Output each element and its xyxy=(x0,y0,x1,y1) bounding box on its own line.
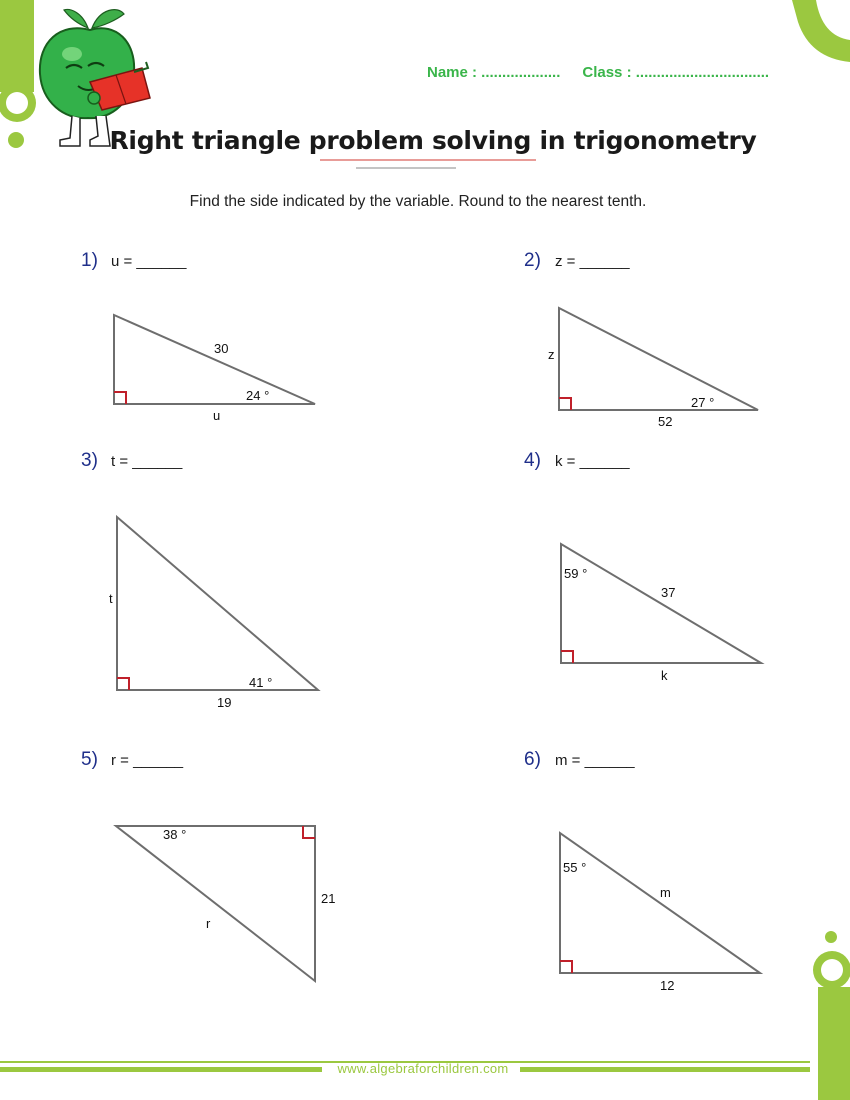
hypotenuse-label: m xyxy=(660,885,671,900)
problem-number: 4) xyxy=(524,450,541,471)
base-label: u xyxy=(213,408,221,423)
side-label: z xyxy=(548,347,555,362)
problem-number: 5) xyxy=(81,749,98,770)
hypotenuse-label: r xyxy=(206,916,211,931)
problem-number: 1) xyxy=(81,250,98,271)
problem-number: 3) xyxy=(81,450,98,471)
name-field[interactable]: Name : ................... xyxy=(427,64,561,81)
side-label: 21 xyxy=(321,891,336,906)
instructions: Find the side indicated by the variable. Round to the nearest tenth. xyxy=(189,193,647,210)
answer-prompt[interactable]: m = ______ xyxy=(555,752,635,769)
base-label: 12 xyxy=(660,978,675,993)
answer-prompt[interactable]: u = ______ xyxy=(111,253,187,270)
answer-prompt[interactable]: k = ______ xyxy=(555,453,630,470)
angle-label: 27 ° xyxy=(691,395,715,410)
class-field[interactable]: Class : ................................ xyxy=(582,64,770,81)
base-label: 52 xyxy=(658,414,673,429)
base-label: k xyxy=(661,668,668,683)
answer-prompt[interactable]: z = ______ xyxy=(555,253,630,270)
angle-label: 38 ° xyxy=(163,827,187,842)
problem-number: 2) xyxy=(524,250,541,271)
angle-label: 59 ° xyxy=(564,566,588,581)
angle-label: 24 ° xyxy=(246,388,270,403)
right-angle-mark xyxy=(560,961,572,973)
side-label: t xyxy=(109,591,113,606)
page-title: Right triangle problem solving in trigonometry xyxy=(109,126,757,155)
angle-label: 55 ° xyxy=(563,860,587,875)
answer-prompt[interactable]: r = ______ xyxy=(111,752,184,769)
base-label: 19 xyxy=(217,695,232,710)
problem-number: 6) xyxy=(524,749,541,770)
footer-website-link[interactable]: www.algebraforchildren.com xyxy=(337,1061,509,1076)
hypotenuse-label: 30 xyxy=(214,341,229,356)
angle-label: 41 ° xyxy=(249,675,273,690)
hypotenuse-label: 37 xyxy=(661,585,676,600)
answer-prompt[interactable]: t = ______ xyxy=(111,453,183,470)
